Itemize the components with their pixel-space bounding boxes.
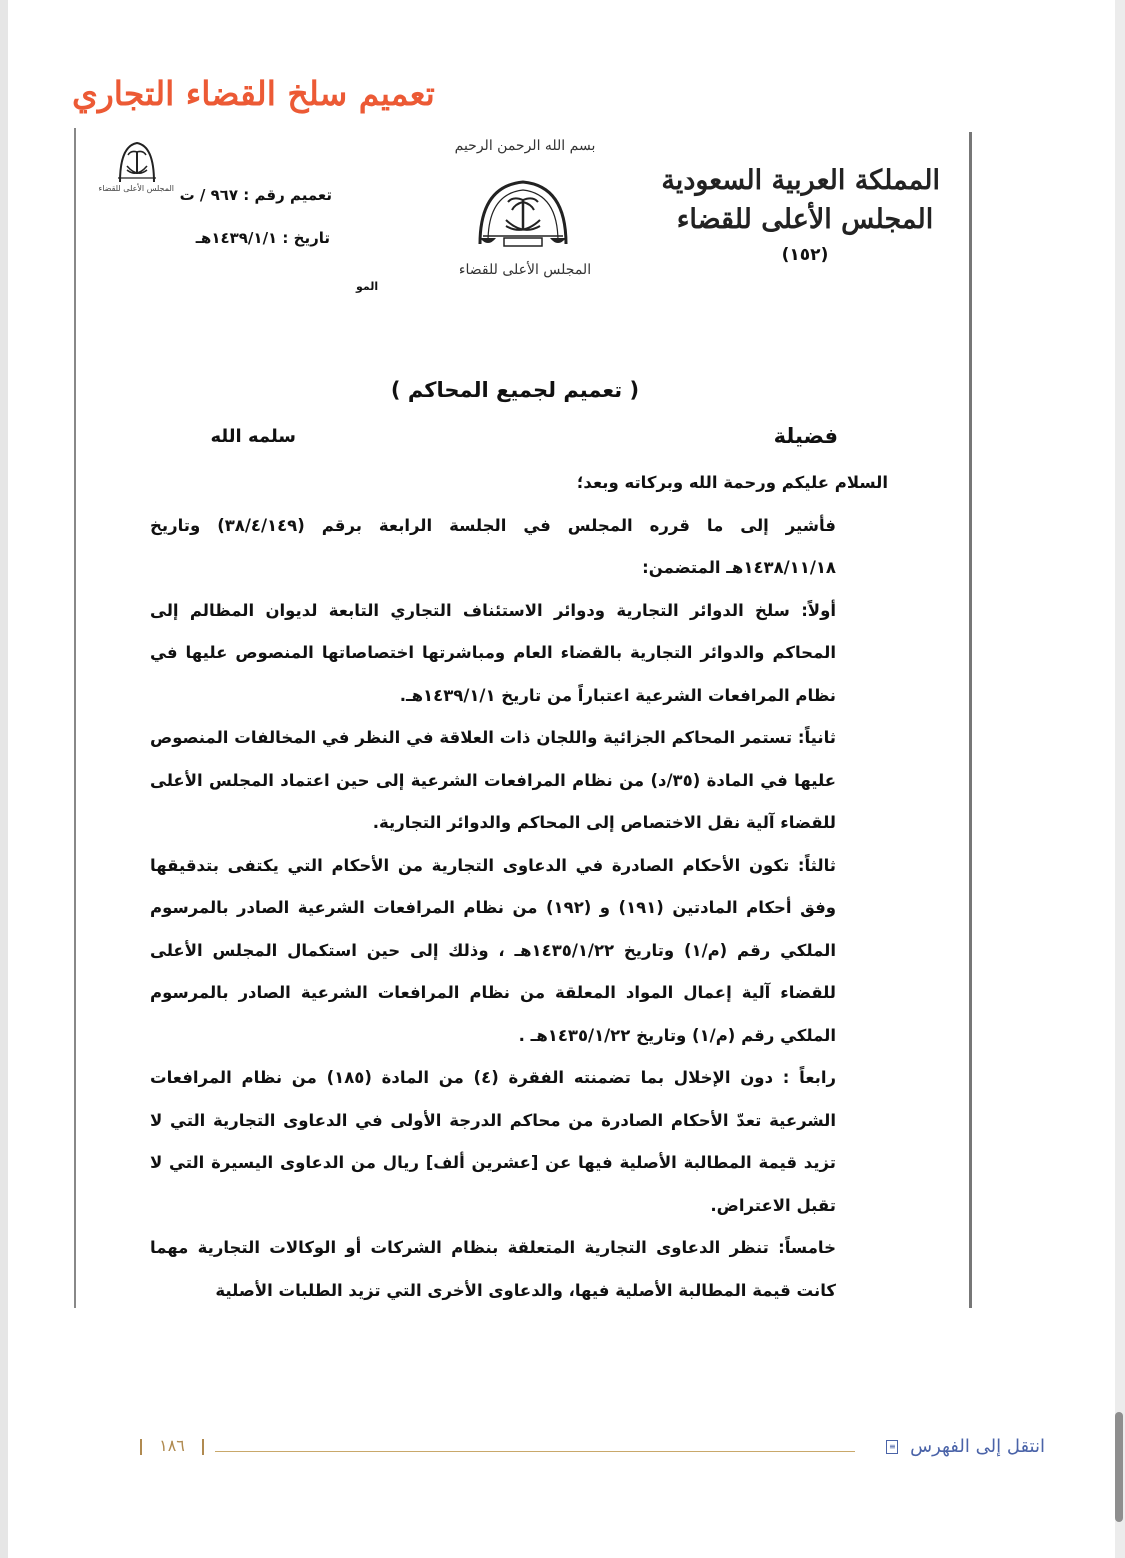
small-emblem-icon (112, 140, 162, 186)
circular-number: تعميم رقم : ٩٦٧ / ت (179, 186, 332, 204)
go-to-index-label: انتقل إلى الفهرس (910, 1436, 1045, 1457)
page-number-value: ١٨٦ (159, 1436, 185, 1455)
page-number-bar-left (140, 1439, 142, 1455)
greeting: السلام عليكم ورحمة الله وبركاته وبعد؛ (576, 473, 888, 492)
page-number (128, 1436, 206, 1455)
document-title: تعميم سلخ القضاء التجاري (72, 74, 435, 113)
circular-date: تاريخ : ١٤٣٩/١/١هـ (195, 229, 330, 247)
scrollbar-track[interactable] (1115, 0, 1125, 1558)
circular-heading: ( تعميم لجميع المحاكم ) (390, 378, 640, 402)
letterhead-number: (١٥٢) (781, 245, 829, 265)
document-icon: ≡ (886, 1440, 898, 1454)
basmala: بسم الله الرحمن الرحيم (454, 138, 596, 154)
salutation-blessing: سلمه الله (210, 426, 296, 447)
page-number-bar-right (202, 1439, 204, 1455)
emblem-icon (468, 178, 578, 250)
clause-third: ثالثاً: تكون الأحكام الصادرة في الدعاوى التجارية من الأحكام التي يكتفى بتدقيقها وفق أحكام المادتين (١٩١) و (١٩٢) من نظام المرافعات الشرعية الصادر بالمرسوم الملكي رقم (م/١) وتاريخ ١٤٣٥/١/٢٢هـ ، وذلك إلى حين استكمال المجلس الأعلى للقضاء آلية إعمال المواد المعلقة من نظام المرافعات الشرعية الصادر بالمرسوم الملكي رقم (م/١) وتاريخ ١٤٣٥/١/٢٢هـ . (150, 855, 837, 1045)
circular-body (150, 462, 888, 1312)
clause-fifth: خامساً: تنظر الدعاوى التجارية المتعلقة بنظام الشركات أو الوكالات التجارية مهما كانت قيمة المطالبة الأصلية فيها، والدعاوى الأخرى التي تزيد الطلبات الأصلية (150, 1238, 836, 1300)
enclosures-label: المو (356, 280, 379, 293)
letterhead-council: المجلس الأعلى للقضاء (676, 204, 934, 235)
small-emblem-caption: المجلس الأعلى للقضاء (98, 184, 174, 193)
clause-first: أولاً: سلخ الدوائر التجارية ودوائر الاستئناف التجاري التابعة لديوان المظالم إلى المحاكم والدوائر التجارية بالقضاء العام ومباشرتها اختصاصاتها المنصوص عليها في نظام المرافعات الشرعية اعتباراً من تاريخ ١٤٣٩/١/١هـ. (150, 600, 836, 705)
clause-fourth: رابعاً : دون الإخلال بما تضمنته الفقرة (٤) من المادة (١٨٥) من نظام المرافعات الشرعية تعدّ الأحكام الصادرة من محاكم الدرجة الأولى في الدعاوى التجارية التي لا تزيد قيمة المطالبة الأصلية فيها عن [عشرين ألف] ريال من الدعاوى اليسيرة التي لا تقبل الاعتراض. (150, 1068, 837, 1215)
scan-frame-left (74, 128, 76, 1308)
scrollbar-thumb[interactable] (1115, 1412, 1123, 1522)
letterhead-right (661, 165, 940, 265)
go-to-index-link[interactable] (870, 1436, 1045, 1457)
scan-frame-right (969, 132, 972, 1308)
letterhead-country: المملكة العربية السعودية (661, 165, 940, 196)
page-left-edge (0, 0, 8, 1558)
footer-divider (215, 1451, 855, 1452)
emblem-caption: المجلس الأعلى للقضاء (458, 262, 592, 278)
intro-paragraph: فأشير إلى ما قرره المجلس في الجلسة الرابعة برقم (٣٨/٤/١٤٩) وتاريخ ١٤٣٨/١١/١٨هـ المتضمن: (150, 515, 836, 577)
clause-second: ثانياً: تستمر المحاكم الجزائية واللجان ذات العلاقة في النظر في المخالفات المنصوص عليها في المادة (٣٥/د) من نظام المرافعات الشرعية إلى حين اعتماد المجلس الأعلى للقضاء آلية نقل الاختصاص إلى المحاكم والدوائر التجارية. (150, 728, 836, 832)
salutation-title: فضيلة (773, 424, 838, 448)
